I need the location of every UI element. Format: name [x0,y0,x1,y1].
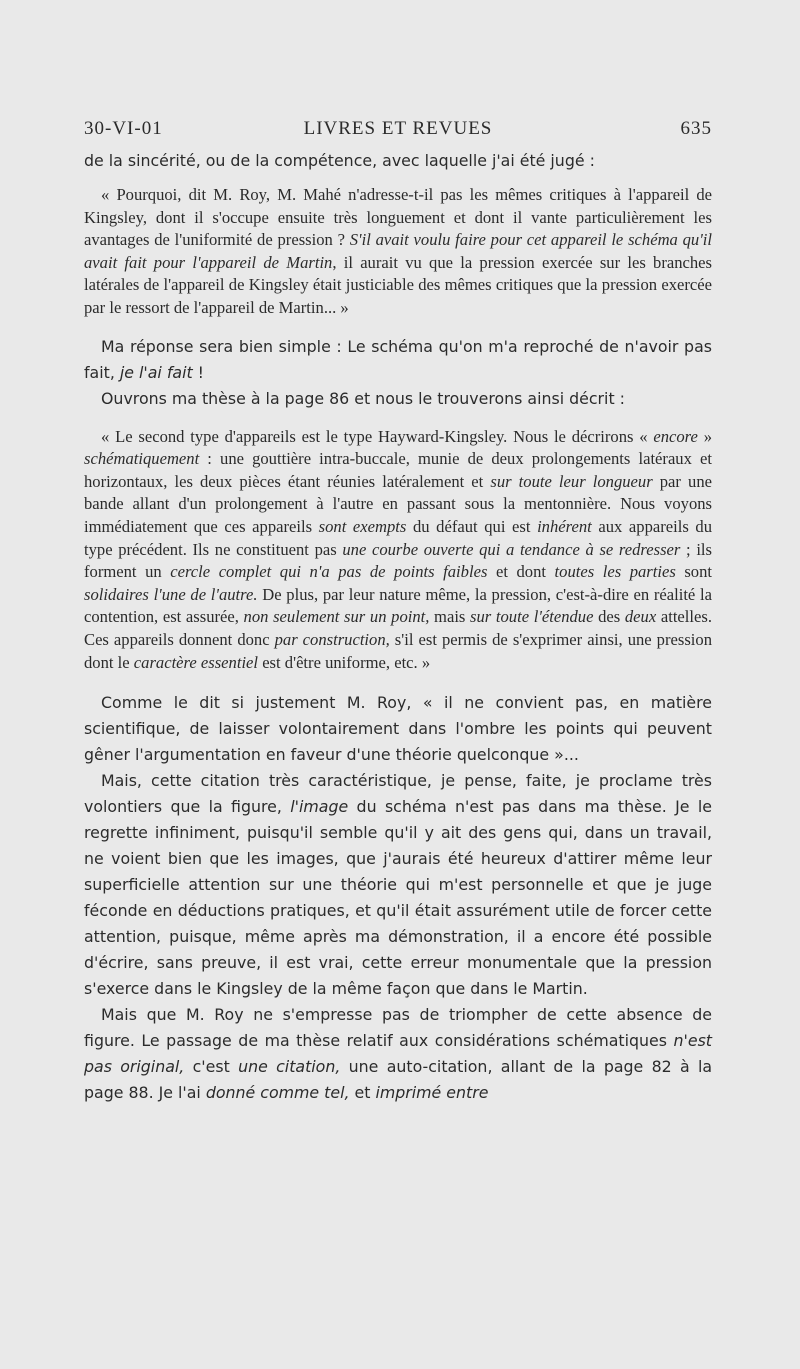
italic-text: sur toute l'étendue [470,607,594,627]
text-run: une auto-citation, allant de la page 82 à la page 88. Je l'ai [84,1057,713,1103]
text-run: aux appareils du type précédent. Ils ne constituent pas [84,516,712,559]
italic-text: donné comme tel, [205,1083,350,1103]
italic-text: deux [624,607,657,627]
running-header [84,118,712,148]
text-run: s'il est permis de s'exprimer ainsi, une pression dont le [84,629,712,672]
text-run: Ma réponse sera bien simple : Le schéma qu'on m'a reproché de n'avoir pas fait, [84,336,712,382]
text-run: c'est [184,1057,239,1077]
text-run: Ouvrons ma thèse à la page 86 et nous le trouverons ainsi décrit : [101,388,625,408]
italic-text: cercle complet qui n'a pas de points faibles [170,562,488,582]
italic-text: sont exempts [318,516,407,536]
text-run: par une bande allant d'un prolongement à l'autre en passant sous la mentonnière. Nous voyons immédiatement que ces appareils [84,471,712,536]
italic-text: une citation, [238,1057,341,1077]
text-run: de la sincérité, ou de la compétence, avec laquelle j'ai été jugé : [84,151,595,170]
italic-text: n'est pas original, [84,1031,712,1077]
paragraph-roy-citation [84,690,712,768]
text-run: « Le second type d'appareils est le type Hayward-Kingsley. Nous le décrirons « [101,426,654,446]
italic-text: inhérent [537,516,592,536]
text-run: et [349,1083,376,1103]
text-run: attelles. Ces appareils donnent donc [84,607,712,649]
italic-text: schématiquement [84,449,200,469]
italic-text: sur toute leur longueur [490,471,653,491]
paragraph-closing [84,1002,712,1106]
text-run: » [697,426,712,446]
text-run: est d'être uniforme, etc. » [258,652,431,672]
text-run: sont [675,562,713,582]
paragraph-thesis-ref [84,386,712,412]
text-run: Comme le dit si justement M. Roy, « il ne convient pas, en matière scientifique, de laisser volontairement dans l'ombre les points qui peuvent gêner l'argumentation en faveur d'une théorie quelconque »... [84,693,712,765]
text-run: Mais, cette citation très caractéristique, je pense, faite, je proclame très volontiers que la figure, [84,771,712,817]
text-run: du schéma n'est pas dans ma thèse. Je le regrette infiniment, puisqu'il semble qu'il y ait des gens qui, dans un travail, ne voient bien que les images, que j'aurais été heureux d'attirer même leur superficielle attention sur une théorie qui m'est personnelle et que je juge féconde en déductions pratiques, et qu'il était assurément utile de forcer cette attention, puisque, même après ma démonstration, il a encore été possible d'écrire, sans preuve, il est vrai, cette erreur monumentale que la pression s'exerce dans le Kingsley de la même façon que dans le Martin. [84,797,712,999]
text-run: , il aurait vu que la pression exercée sur les branches latérales de l'appareil de Kingsley était justiciable des mêmes critiques que la pression exercée par le ressort de l'appareil de Martin... » [84,252,712,317]
text-run: mais [429,607,471,627]
italic-text: je l'ai fait [119,362,193,382]
book-page [84,118,712,1106]
text-run: « Pourquoi, dit M. Roy, M. Mahé n'adresse-t-il pas les mêmes critiques à l'appareil de Kingsley, dont il s'occupe ensuite très longuement et dont il vante particulièrement les avantages de l'uniformité de pression ? [84,185,712,250]
page-number: 635 [680,118,712,139]
italic-text: une courbe ouverte qui a tendance à se redresser [342,539,681,559]
italic-text: S'il avait voulu faire pour cet appareil le schéma qu'il avait fait pour l'appareil de Martin [84,230,712,272]
text-run: ! [192,362,205,382]
header-date: 30-VI-01 [84,118,163,139]
quote-thesis [84,426,712,675]
paragraph-figure [84,768,712,1002]
header-title: LIVRES ET REVUES [303,118,493,139]
italic-text: l'image [290,797,349,817]
italic-text: non seulement sur un point, [243,607,430,627]
text-run: des [593,607,625,627]
italic-text: solidaires l'une de l'autre. [84,584,258,604]
quote-roy [84,184,712,320]
italic-text: encore [653,426,698,446]
italic-text: imprimé entre [375,1083,489,1103]
text-run: De plus, par leur nature même, la pression, c'est-à-dire en réalité la contention, est assurée, [84,584,712,627]
text-run: et dont [487,562,555,582]
text-run: du défaut qui est [406,516,538,536]
text-run: : une gouttière intra-buccale, munie de deux prolongements latéraux et horizontaux, les deux pièces étant réunies latéralement et [84,449,712,491]
italic-text: toutes les parties [554,562,676,582]
text-run: ; ils forment un [84,539,712,582]
italic-text: caractère essentiel [133,652,259,672]
paragraph-opening [84,148,712,174]
italic-text: par construction, [274,629,390,649]
text-run: Mais que M. Roy ne s'empresse pas de triompher de cette absence de figure. Le passage de ma thèse relatif aux considérations schématiques [84,1005,712,1051]
paragraph-reply [84,334,712,386]
